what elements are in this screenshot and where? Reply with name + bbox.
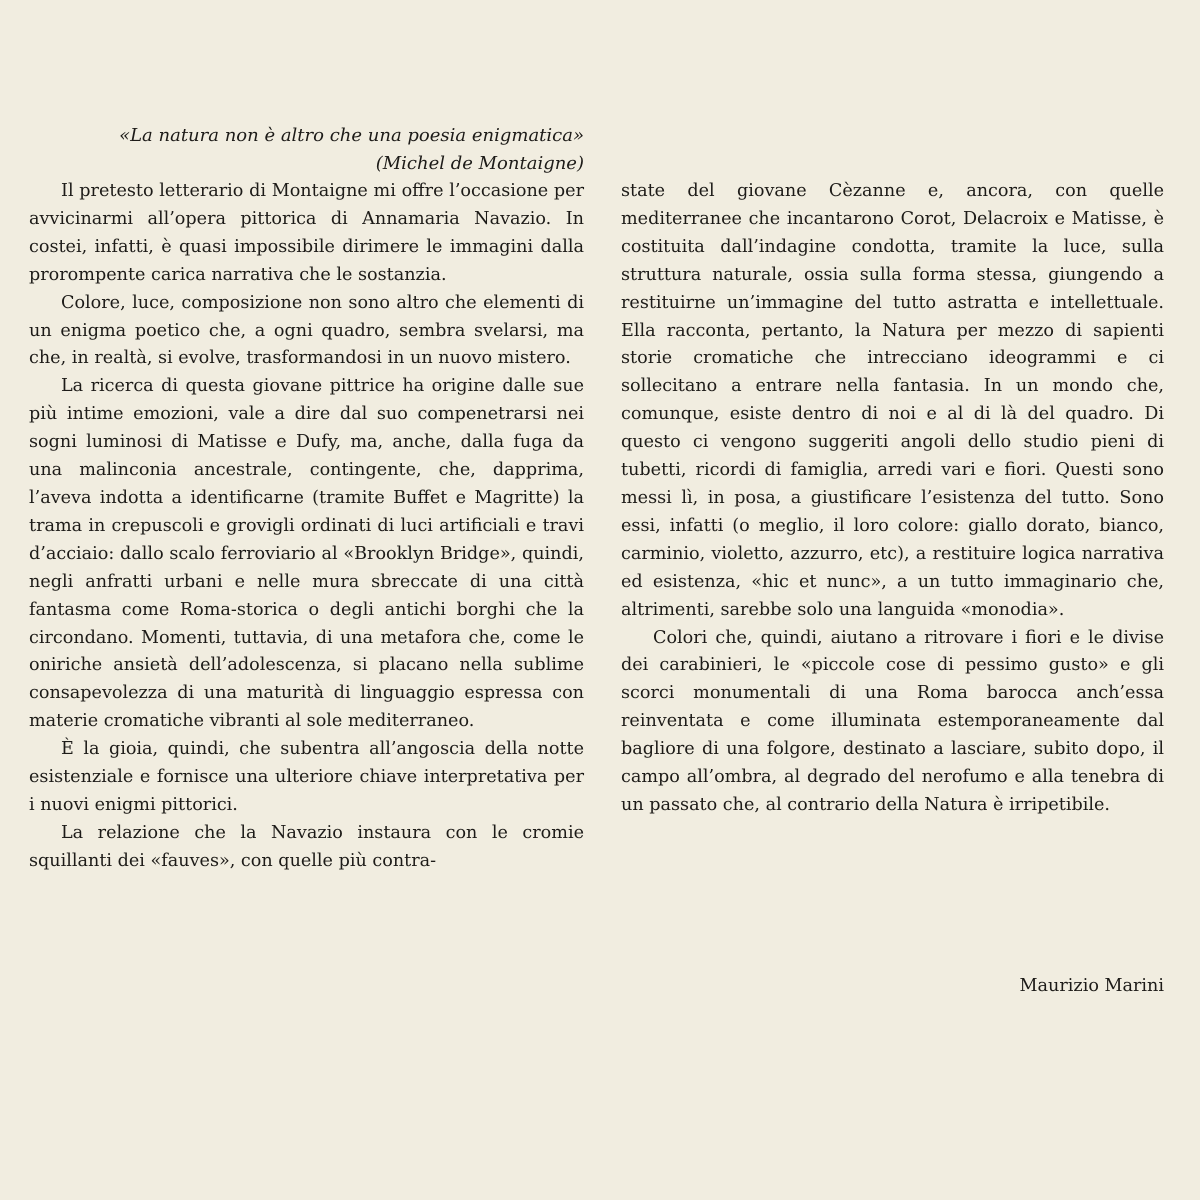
paragraph: Colore, luce, composizione non sono altro che elementi di un enigma poetico che, a ogni quadro, sembra svelarsi, ma che, in realtà, si evolve, trasformandosi in un nuovo mistero. bbox=[29, 292, 584, 369]
paragraph: La relazione che la Navazio instaura con le cromie squillanti dei «fauves», con quelle più contra- bbox=[29, 822, 584, 871]
left-column bbox=[29, 178, 584, 876]
right-column bbox=[621, 178, 1164, 820]
epigraph bbox=[0, 122, 584, 178]
paragraph: La ricerca di questa giovane pittrice ha origine dalle sue più intime emozioni, vale a dire dal suo compenetrarsi nei sogni luminosi di Matisse e Dufy, ma, anche, dalla fuga da una malinconia ancestrale, contingente, che, dapprima, l’aveva indotta a identificarne (tramite Buffet e Magritte) la trama in crepuscoli e grovigli ordinati di luci artificiali e travi d’acciaio: dallo scalo ferroviario al «Brooklyn Bridge», quindi, negli anfratti urbani e nelle mura sbreccate di una città fantasma come Roma-storica o degli antichi borghi che la circondano. Momenti, tuttavia, di una metafora che, come le oniriche ansietà dell’adolescenza, si placano nella sublime consapevolezza di una maturità di linguaggio espressa con materie cromatiche vibranti al sole mediterraneo. bbox=[29, 376, 584, 732]
epigraph-quote: «La natura non è altro che una poesia enigmatica» bbox=[119, 125, 584, 146]
paragraph: Il pretesto letterario di Montaigne mi offre l’occasione per avvicinarmi all’opera pittorica di Annamaria Navazio. In costei, infatti, è quasi impossibile dirimere le immagini dalla prorompente carica narrativa che le sostanzia. bbox=[29, 181, 584, 285]
paragraph: state del giovane Cèzanne e, ancora, con quelle mediterranee che incantarono Corot, Delacroix e Matisse, è costituita dall’indagine condotta, tramite la luce, sulla struttura naturale, ossia sulla forma stessa, giungendo a restituirne un’immagine del tutto astratta e intellettuale. Ella racconta, pertanto, la Natura per mezzo di sapienti storie cromatiche che intrecciano ideogrammi e ci sollecitano a entrare nella fantasia. In un mondo che, comunque, esiste dentro di noi e al di là del quadro. Di questo ci vengono suggeriti angoli dello studio pieni di tubetti, ricordi di famiglia, arredi vari e fiori. Questi sono messi lì, in posa, a giustificare l’esistenza del tutto. Sono essi, infatti (o meglio, il loro colore: giallo dorato, bianco, carminio, violetto, azzurro, etc), a restituire logica narrativa ed esistenza, «hic et nunc», a un tutto immaginario che, altrimenti, sarebbe solo una languida «monodia». bbox=[621, 181, 1164, 620]
epigraph-author: (Michel de Montaigne) bbox=[375, 153, 584, 174]
paragraph: Colori che, quindi, aiutano a ritrovare i fiori e le divise dei carabinieri, le «piccole cose di pessimo gusto» e gli scorci monumentali di una Roma barocca anch’essa reinventata e come illuminata estemporaneamente dal bagliore di una folgore, destinato a lasciare, subito dopo, il campo all’ombra, al degrado del nerofumo e alla tenebra di un passato che, al contrario della Natura è irripetibile. bbox=[621, 627, 1164, 815]
author-signature: Maurizio Marini bbox=[1019, 976, 1164, 996]
paragraph: È la gioia, quindi, che subentra all’angoscia della notte esistenziale e fornisce una ulteriore chiave interpretativa per i nuovi enigmi pittorici. bbox=[29, 739, 584, 815]
